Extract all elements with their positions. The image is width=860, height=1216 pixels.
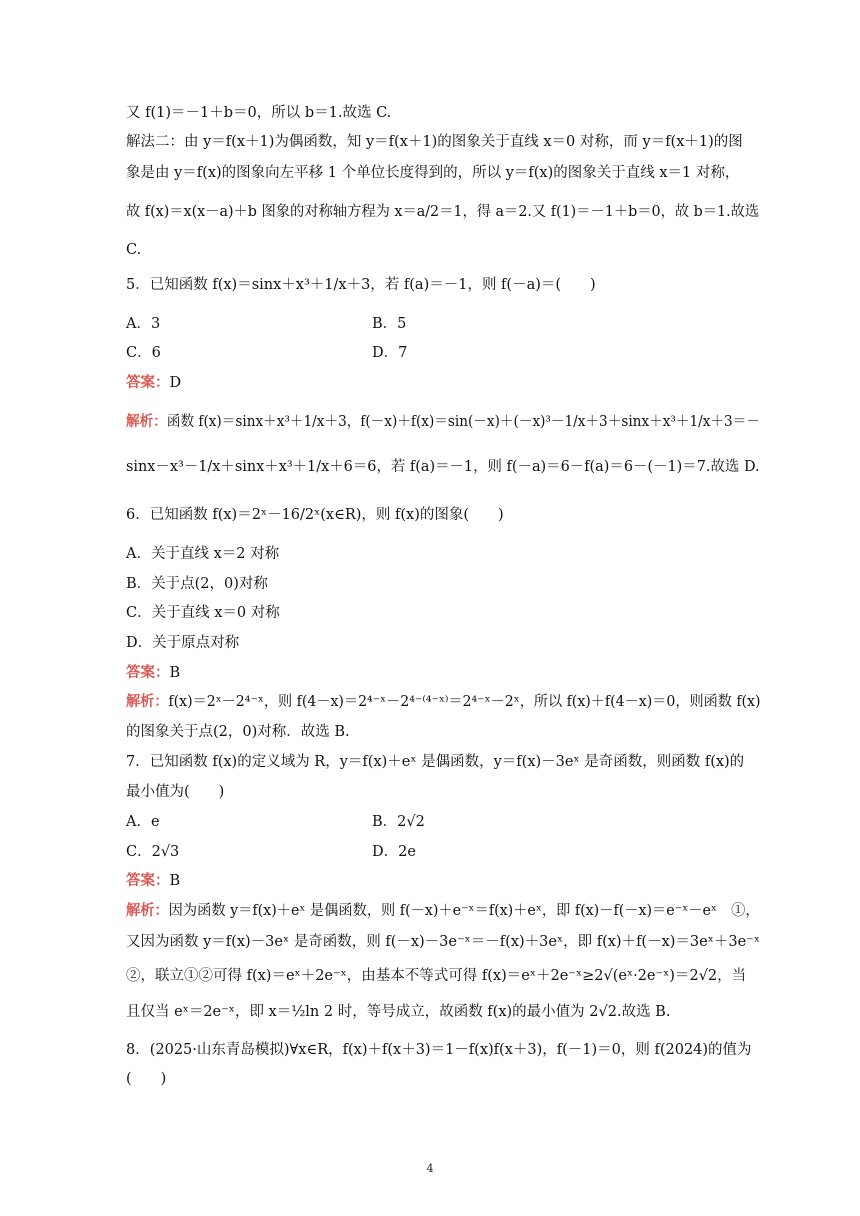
q6-answer	[126, 663, 740, 683]
analysis-text: f(x)＝2ˣ－2⁴⁻ˣ，则 f(4－x)＝2⁴⁻ˣ－2⁴⁻⁽⁴⁻ˣ⁾＝2⁴⁻ˣ－2ˣ，所以 f(x)＋f(4－x)＝0，则函数 f(x)	[168, 694, 761, 710]
analysis-label: 解析：	[126, 902, 169, 919]
question-7-stem: 7．已知函数 f(x)的定义域为 R，y＝f(x)＋eˣ 是偶函数，y＝f(x)－3eˣ 是奇函数，则函数 f(x)的	[126, 754, 745, 770]
q6-option-a: A．关于直线 x＝2 对称	[126, 546, 280, 562]
q7-option-d: D．2e	[372, 844, 416, 860]
q7-option-c: C．2√3	[126, 844, 180, 860]
answer-label: 答案：	[126, 374, 170, 391]
q5-option-a: A．3	[126, 316, 161, 332]
answer-label: 答案：	[126, 664, 170, 681]
question-8-stem-cont: ( )	[126, 1071, 167, 1087]
q7-analysis-cont: 又因为函数 y＝f(x)－3eˣ 是奇函数，则 f(－x)－3e⁻ˣ＝－f(x)＋3eˣ，即 f(x)＋f(－x)＝3eˣ＋3e⁻ˣ	[126, 934, 760, 950]
answer-value: B	[169, 873, 181, 889]
q5-option-d: D．7	[372, 345, 408, 361]
q5-answer	[126, 373, 740, 393]
answer-value: D	[169, 375, 182, 391]
page-number: 4	[426, 1162, 434, 1175]
text-line: C.	[126, 242, 142, 258]
answer-label: 答案：	[126, 872, 170, 889]
question-6-stem: 6．已知函数 f(x)＝2ˣ－16/2ˣ(x∈R)，则 f(x)的图象( )	[126, 507, 504, 523]
q5-analysis-cont: sinx－x³－1/x＋sinx＋x³＋1/x＋6＝6，若 f(a)＝－1，则 f(－a)＝6－f(a)＝6－(－1)＝7.故选 D.	[126, 459, 760, 475]
q7-analysis-cont: ②，联立①②可得 f(x)＝eˣ＋2e⁻ˣ，由基本不等式可得 f(x)＝eˣ＋2e⁻ˣ≥2√(eˣ·2e⁻ˣ)＝2√2，当	[126, 968, 747, 984]
q6-option-b: B．关于点(2，0)对称	[126, 576, 268, 592]
q6-analysis-cont: 的图象关于点(2，0)对称．故选 B.	[126, 724, 350, 740]
analysis-text: 因为函数 y＝f(x)＋eˣ 是偶函数，则 f(－x)＋e⁻ˣ＝f(x)＋eˣ，即 f(x)－f(－x)＝e⁻ˣ－eˣ ①，	[168, 903, 760, 919]
q7-answer	[126, 871, 740, 891]
q5-option-b: B．5	[372, 316, 407, 332]
text-line: 解法二：由 y＝f(x＋1)为偶函数，知 y＝f(x＋1)的图象关于直线 x＝0 对称，而 y＝f(x＋1)的图	[126, 134, 743, 150]
q6-option-c: C．关于直线 x＝0 对称	[126, 605, 280, 621]
text-line: 又 f(1)＝－1＋b＝0，所以 b＝1.故选 C.	[126, 105, 392, 121]
q5-analysis	[126, 412, 760, 432]
analysis-label: 解析：	[126, 413, 167, 430]
analysis-text: 函数 f(x)＝sinx＋x³＋1/x＋3，f(－x)＋f(x)＝sin(－x)＋(－x)³－1/x＋3＋sinx＋x³＋1/x＋3＝－	[166, 414, 760, 430]
question-5-stem: 5．已知函数 f(x)＝sinx＋x³＋1/x＋3，若 f(a)＝－1，则 f(－a)＝( )	[126, 277, 596, 293]
q7-option-a: A．e	[126, 814, 160, 830]
question-8-stem: 8．(2025·山东青岛模拟)∀x∈R，f(x)＋f(x＋3)＝1－f(x)f(x＋3)，f(－1)＝0，则 f(2024)的值为	[126, 1042, 752, 1058]
text-line: 故 f(x)＝x(x－a)＋b 图象的对称轴方程为 x＝a/2＝1，得 a＝2.又 f(1)＝－1＋b＝0，故 b＝1.故选	[126, 204, 760, 220]
q7-analysis-cont: 且仅当 eˣ＝2e⁻ˣ，即 x＝½ln 2 时，等号成立，故函数 f(x)的最小值为 2√2.故选 B.	[126, 1004, 671, 1020]
analysis-label: 解析：	[126, 693, 169, 710]
text-line: 象是由 y＝f(x)的图象向左平移 1 个单位长度得到的，所以 y＝f(x)的图象关于直线 x＝1 对称，	[126, 165, 740, 181]
q6-analysis	[126, 692, 761, 712]
q6-option-d: D．关于原点对称	[126, 635, 240, 651]
question-7-stem-cont: 最小值为( )	[126, 784, 225, 800]
answer-value: B	[169, 665, 181, 681]
q5-option-c: C．6	[126, 345, 161, 361]
q7-option-b: B．2√2	[372, 814, 425, 830]
q7-analysis	[126, 901, 760, 921]
